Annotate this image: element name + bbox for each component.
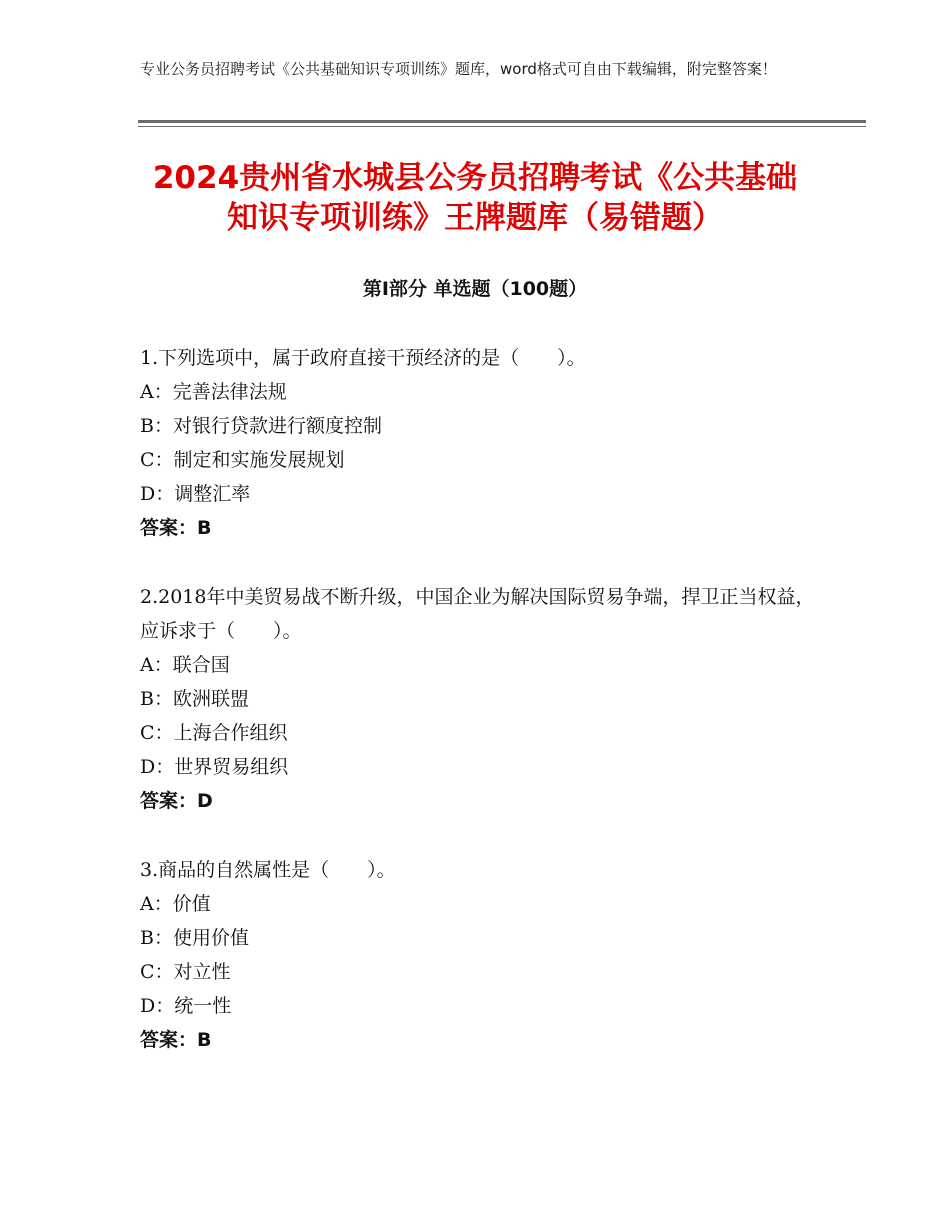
- option-d: D：调整汇率: [140, 483, 251, 505]
- header-note: 专业公务员招聘考试《公共基础知识专项训练》题库，word格式可自由下载编辑，附完整答案！: [140, 60, 777, 78]
- option-d: D：统一性: [140, 995, 232, 1017]
- question-stem: 2.2018年中美贸易战不断升级，中国企业为解决国际贸易争端，捍卫正当权益，应诉求于（ ）。: [140, 586, 815, 642]
- option-b: B：使用价值: [140, 927, 249, 949]
- question-1: [140, 341, 820, 545]
- answer-label: 答案：D: [140, 790, 213, 812]
- option-c: C：制定和实施发展规划: [140, 449, 345, 471]
- answer-label: 答案：B: [140, 1029, 212, 1051]
- question-stem: 1.下列选项中，属于政府直接干预经济的是（ ）。: [140, 347, 586, 369]
- question-stem: 3.商品的自然属性是（ ）。: [140, 859, 396, 881]
- question-3: [140, 853, 820, 1057]
- header-divider-thin: [138, 126, 866, 127]
- question-2: [140, 580, 820, 818]
- option-a: A：联合国: [140, 654, 230, 676]
- option-d: D：世界贸易组织: [140, 756, 289, 778]
- section-heading: 第Ⅰ部分 单选题（100题）: [362, 278, 588, 300]
- option-b: B：欧洲联盟: [140, 688, 249, 710]
- option-a: A：价值: [140, 893, 211, 915]
- option-b: B：对银行贷款进行额度控制: [140, 415, 382, 437]
- option-c: C：上海合作组织: [140, 722, 288, 744]
- option-c: C：对立性: [140, 961, 231, 983]
- document-title: 2024贵州省水城县公务员招聘考试《公共基础知识专项训练》王牌题库（易错题）: [152, 160, 798, 236]
- header-divider-thick: [138, 120, 866, 123]
- answer-label: 答案：B: [140, 517, 212, 539]
- option-a: A：完善法律法规: [140, 381, 287, 403]
